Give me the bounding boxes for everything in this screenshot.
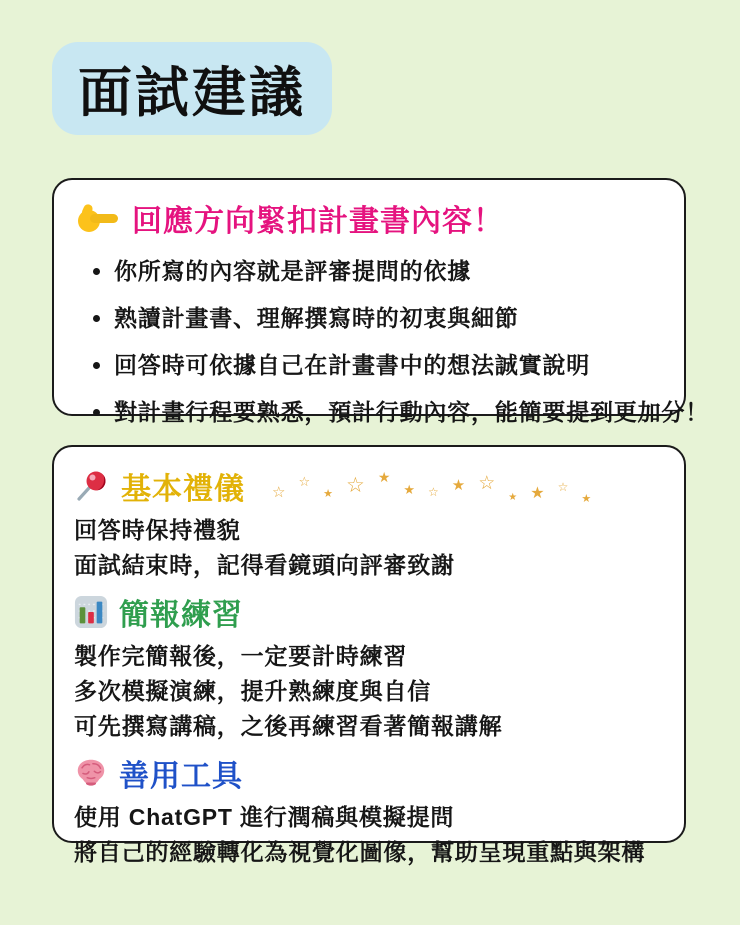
star-icon: ☆ xyxy=(557,480,569,494)
star-icon: ★ xyxy=(377,469,391,485)
star-icon: ★ xyxy=(323,487,333,500)
bullet-item: • 對計畫行程要熟悉，預計行動內容，能簡要提到更加分！ xyxy=(114,394,660,427)
tip-line: 使用 ChatGPT 進行潤稿與模擬提問 xyxy=(74,804,455,830)
page-title xyxy=(52,42,332,135)
tip-line: 回答時保持禮貌 xyxy=(74,517,241,543)
star-icon: ★ xyxy=(530,485,545,502)
star-icon: ☆ xyxy=(478,472,496,494)
bullet-item: • 熟讀計畫書、理解撰寫時的初衷與細節 xyxy=(114,300,660,333)
star-icon: ☆ xyxy=(345,473,365,497)
brain-icon xyxy=(74,756,108,790)
page-title-text: 面試建議 xyxy=(78,63,306,123)
star-icon: ★ xyxy=(403,481,416,497)
star-icon: ★ xyxy=(581,492,592,505)
pushpin-icon xyxy=(74,468,110,504)
section-heading-presentation: 簡報練習 xyxy=(119,599,243,632)
card1-heading: 回應方向緊扣計畫書內容！ xyxy=(132,205,504,238)
star-icon: ★ xyxy=(451,476,466,494)
star-icon: ☆ xyxy=(428,485,439,499)
bar-chart-icon xyxy=(74,595,108,629)
star-icon: ★ xyxy=(508,492,518,503)
bullet-item: • 你所寫的內容就是評審提問的依據 xyxy=(114,253,660,286)
pointing-right-hand-icon xyxy=(76,201,120,235)
bullet-item: • 回答時可依據自己在計畫書中的想法誠實說明 xyxy=(114,347,660,380)
star-icon: ☆ xyxy=(272,483,286,501)
tip-line: 製作完簡報後，一定要計時練習 xyxy=(74,643,408,669)
stars-row xyxy=(272,469,660,505)
card1-bullet-list xyxy=(76,253,709,427)
tip-line: 面試結束時，記得看鏡頭向評審致謝 xyxy=(74,552,455,578)
section-heading-etiquette: 基本禮儀 xyxy=(121,473,245,506)
tip-line: 將自己的經驗轉化為視覺化圖像，幫助呈現重點與架構 xyxy=(74,839,646,865)
card-interview-response xyxy=(52,178,709,425)
star-icon: ☆ xyxy=(298,473,311,489)
card-interview-tips xyxy=(52,445,686,865)
tip-line: 多次模擬演練，提升熟練度與自信 xyxy=(74,678,431,704)
tip-line: 可先撰寫講稿，之後再練習看著簡報講解 xyxy=(74,713,503,739)
section-heading-tools: 善用工具 xyxy=(119,760,243,793)
